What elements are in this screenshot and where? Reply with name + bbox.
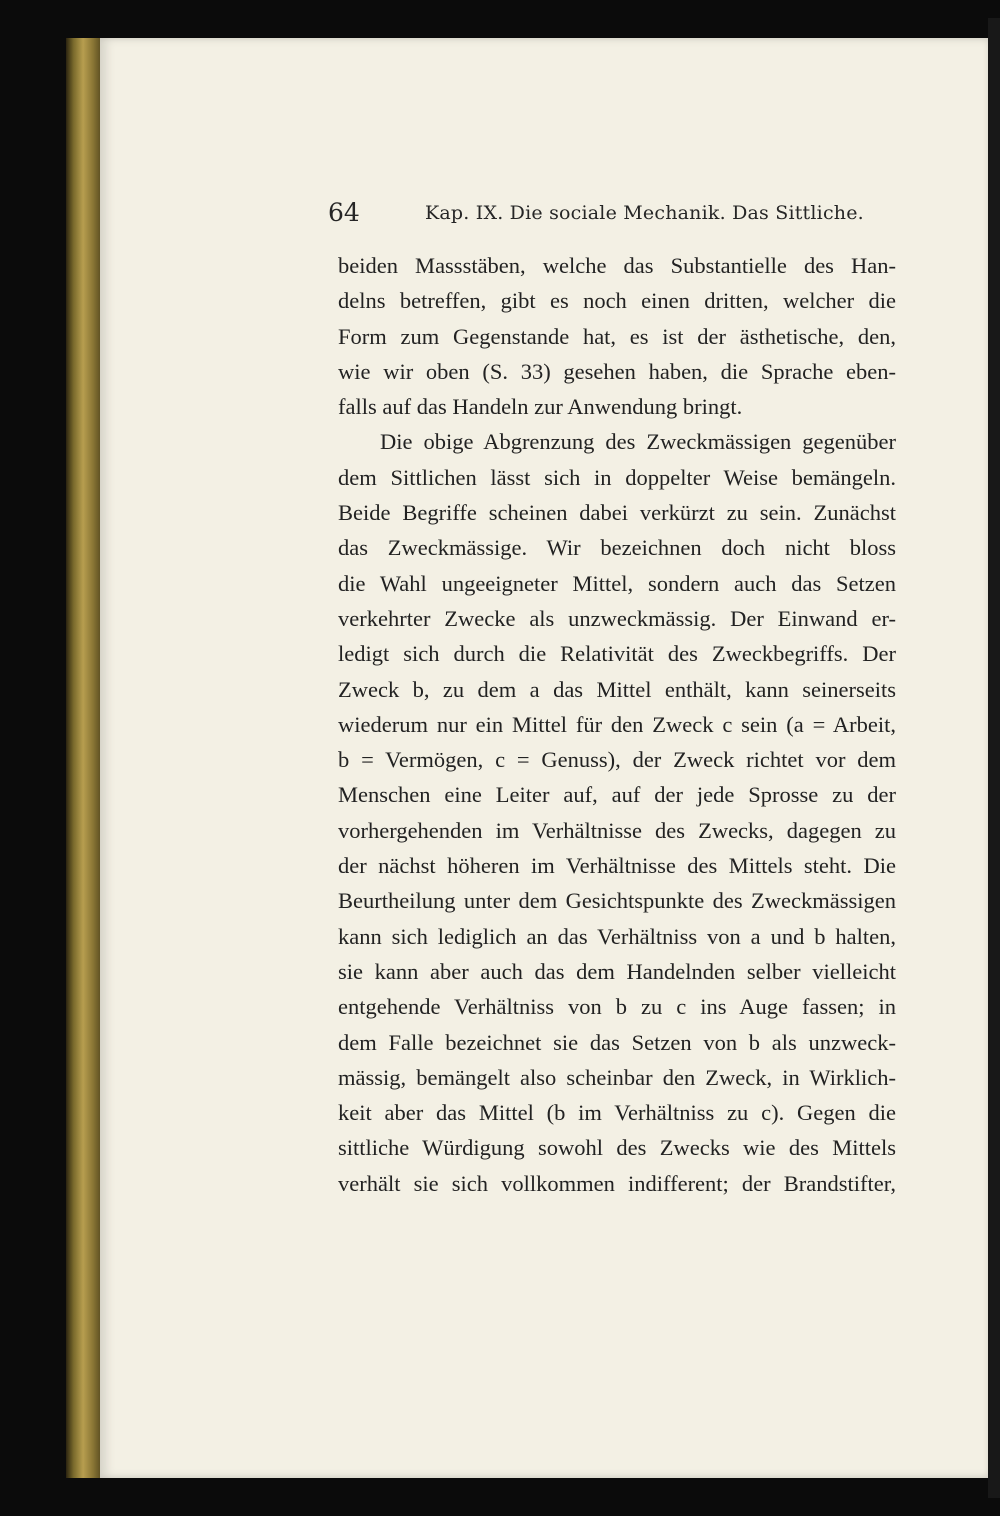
scan-border [988, 18, 1000, 1498]
text-line: dem Sittlichen lässt sich in doppelter Weise bemängeln. [338, 464, 896, 490]
text-line: Beide Begriffe scheinen dabei verkürzt zu sein. Zunächst [338, 500, 896, 526]
page-edge [66, 38, 104, 1478]
text-line: das Zweckmässige. Wir bezeichnen doch nicht bloss [338, 535, 896, 561]
text-line: sie kann aber auch das dem Handelnden selber vielleicht [338, 958, 896, 984]
text-line: b = Vermögen, c = Genuss), der Zweck richtet vor dem [338, 747, 896, 773]
text-line: wiederum nur ein Mittel für den Zweck c sein (a = Arbeit, [338, 711, 896, 737]
text-line: kann sich lediglich an das Verhältniss von a und b halten, [338, 923, 896, 949]
text-line: mässig, bemängelt also scheinbar den Zweck, in Wirklich- [338, 1064, 896, 1090]
body-text [338, 248, 896, 1201]
text-line: falls auf das Handeln zur Anwendung bringt. [338, 394, 743, 420]
text-line: Die obige Abgrenzung des Zweckmässigen gegenüber [380, 429, 896, 455]
text-line: die Wahl ungeeigneter Mittel, sondern auch das Setzen [338, 570, 896, 596]
page-header [328, 196, 898, 232]
text-line: Zweck b, zu dem a das Mittel enthält, kann seinerseits [338, 676, 896, 702]
text-line: Menschen eine Leiter auf, auf der jede Sprosse zu der [338, 782, 896, 808]
text-line: dem Falle bezeichnet sie das Setzen von b als unzweck- [338, 1029, 896, 1055]
text-line: verkehrter Zwecke als unzweckmässig. Der Einwand er- [338, 605, 896, 631]
text-line: sittliche Würdigung sowohl des Zwecks wie des Mittels [338, 1135, 896, 1161]
text-line: der nächst höheren im Verhältnisse des Mittels steht. Die [338, 853, 896, 879]
text-line: delns betreffen, gibt es noch einen dritten, welcher die [338, 288, 896, 314]
text-line: vorhergehenden im Verhältnisse des Zwecks, dagegen zu [338, 817, 896, 843]
text-line: keit aber das Mittel (b im Verhältniss zu c). Gegen die [338, 1100, 896, 1126]
text-line: Form zum Gegenstande hat, es ist der ästhetische, den, [338, 323, 896, 349]
running-title: Kap. IX. Die sociale Mechanik. Das Sittliche. [425, 202, 864, 224]
text-line: ledigt sich durch die Relativität des Zweckbegriffs. Der [338, 641, 896, 667]
page-number: 64 [328, 198, 360, 227]
text-line: wie wir oben (S. 33) gesehen haben, die Sprache eben- [338, 358, 896, 384]
text-line: entgehende Verhältniss von b zu c ins Auge fassen; in [338, 994, 896, 1020]
text-line: beiden Massstäben, welche das Substantielle des Han- [338, 253, 896, 278]
text-line: Beurtheilung unter dem Gesichtspunkte des Zweckmässigen [338, 888, 896, 914]
text-line: verhält sie sich vollkommen indifferent; der Brandstifter, [338, 1170, 896, 1196]
